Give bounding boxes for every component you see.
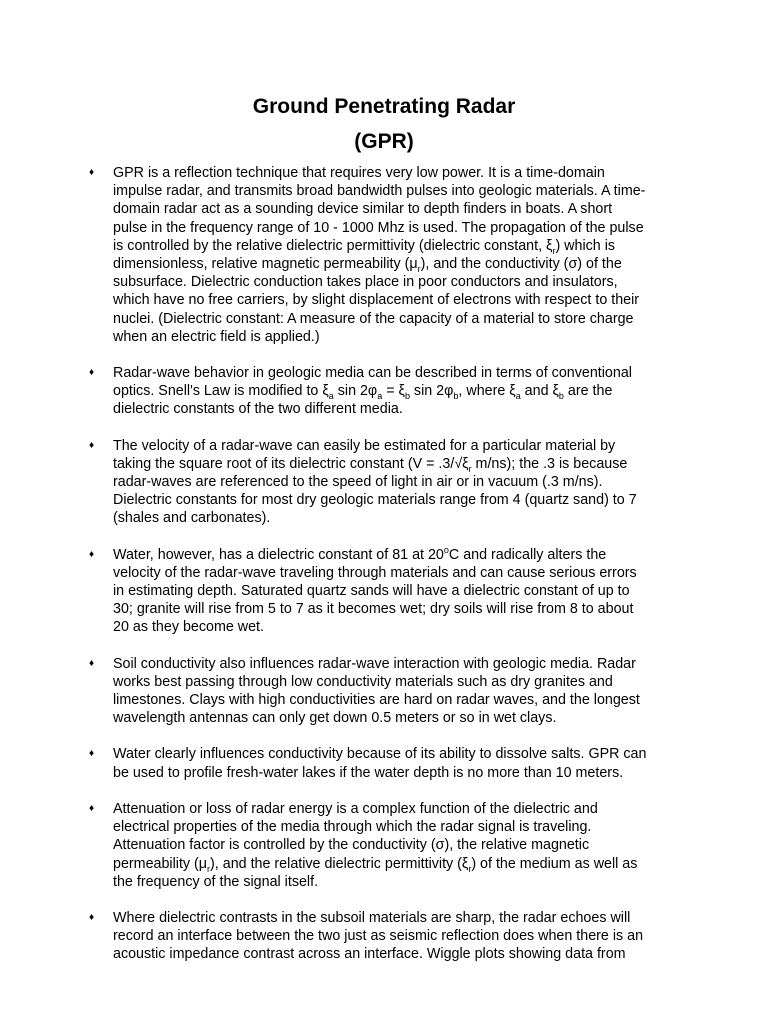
text-line: nuclei. (Dielectric constant: A measure of the capacity of a material to store charge bbox=[113, 310, 634, 327]
bullet-paragraph bbox=[113, 800, 658, 891]
text-line: which have no free carriers, by slight displacement of electrons with respect to their bbox=[113, 292, 640, 309]
bullet-paragraph bbox=[113, 164, 658, 346]
diamond-bullet-icon: ♦ bbox=[89, 802, 95, 814]
text-line: acoustic impedance contrast across an interface. Wiggle plots showing data from bbox=[113, 946, 626, 963]
bullet-item bbox=[0, 745, 768, 781]
diamond-bullet-icon: ♦ bbox=[89, 548, 95, 560]
text-line: taking the square root of its dielectric constant ($V = .3/√\xi_r$ m/ns); the .3 is because bbox=[113, 455, 628, 474]
text-line: the frequency of the signal itself. bbox=[113, 873, 319, 890]
text-line: GPR is a reflection technique that requires very low power. It is a time-domain bbox=[113, 165, 605, 181]
diamond-bullet-icon: ♦ bbox=[89, 748, 95, 760]
text-line: dimensionless, relative magnetic permeability $(\mu_r)$, and the conductivity (σ) of the bbox=[113, 256, 622, 274]
diamond-bullet-icon: ♦ bbox=[89, 167, 95, 178]
bullet-paragraph bbox=[113, 909, 658, 964]
text-line: radar-waves are referenced to the speed of light in air or in vacuum (.3 m/ns). bbox=[113, 474, 603, 491]
bullet-paragraph bbox=[113, 745, 658, 781]
bullet-paragraph bbox=[113, 546, 658, 637]
diamond-bullet-icon: ♦ bbox=[89, 657, 95, 669]
bullet-item bbox=[0, 164, 768, 346]
text-line: The velocity of a radar-wave can easily be estimated for a particular material by bbox=[113, 437, 616, 454]
text-line: be used to profile fresh-water lakes if the water depth is no more than 10 meters. bbox=[113, 764, 624, 781]
text-line: when an electric field is applied.) bbox=[113, 328, 320, 345]
text-line: Water clearly influences conductivity because of its ability to dissolve salts. GPR can bbox=[113, 746, 647, 763]
diamond-bullet-icon: ♦ bbox=[89, 439, 95, 451]
text-line: Radar-wave behavior in geologic media can be described in terms of conventional bbox=[113, 365, 632, 382]
text-line: impulse radar, and transmits broad bandwidth pulses into geologic materials. A time- bbox=[113, 183, 646, 200]
diamond-bullet-icon: ♦ bbox=[89, 911, 95, 923]
text-line: 30; granite will rise from 5 to 7 as it becomes wet; dry soils will rise from 8 to about bbox=[113, 601, 634, 618]
text-line: (shales and carbonates). bbox=[113, 510, 271, 527]
text-line: Water, however, has a dielectric constant of 81 at 20$^o$C and radically alters the bbox=[113, 544, 607, 563]
bullet-list bbox=[0, 164, 768, 982]
text-line: record an interface between the two just as seismic reflection does when there is an bbox=[113, 928, 644, 945]
text-line: optics. Snell's Law is modified to $\xi_a$ $\sin 2\varphi_a = \xi_b$ $\sin 2\varphi_b$, where $\xi_a$ and $\xi_b$ are the bbox=[113, 383, 613, 402]
bullet-paragraph bbox=[113, 437, 658, 528]
text-line: in estimating depth. Saturated quartz sands will have a dielectric constant of up to bbox=[113, 583, 630, 600]
bullet-item bbox=[0, 800, 768, 891]
text-line: works best passing through low conductivity materials such as dry granites and bbox=[113, 673, 613, 690]
text-line: permeability $(\mu_r)$, and the relative dielectric permittivity $(\xi_r)$ of the medium as well as bbox=[113, 855, 638, 874]
text-line: Where dielectric contrasts in the subsoil materials are sharp, the radar echoes will bbox=[113, 909, 631, 926]
text-line: subsurface. Dielectric conduction takes place in poor conductors and insulators, bbox=[113, 274, 618, 291]
text-line: limestones. Clays with high conductivities are hard on radar waves, and the longest bbox=[113, 692, 640, 709]
text-line: pulse in the frequency range of 10 - 1000 Mhz is used. The propagation of the pulse bbox=[113, 219, 644, 236]
diamond-bullet-icon: ♦ bbox=[89, 367, 95, 379]
text-line: Attenuation or loss of radar energy is a complex function of the dielectric and bbox=[113, 800, 598, 817]
text-line: is controlled by the relative dielectric permittivity (dielectric constant, $\xi_r$) which is bbox=[113, 237, 616, 256]
text-line: 20 as they become wet. bbox=[113, 619, 264, 636]
bullet-item bbox=[0, 655, 768, 728]
text-line: wavelength antennas can only get down 0.5 meters or so in wet clays. bbox=[113, 710, 557, 727]
document-title: Ground Penetrating Radar bbox=[252, 95, 516, 118]
bullet-item bbox=[0, 437, 768, 528]
document-subtitle: (GPR) bbox=[354, 130, 414, 153]
text-line: Attenuation factor is controlled by the conductivity (σ), the relative magnetic bbox=[113, 837, 590, 854]
text-line: dielectric constants of the two different media. bbox=[113, 401, 403, 418]
bullet-item bbox=[0, 546, 768, 637]
bullet-item bbox=[0, 364, 768, 419]
text-line: electrical properties of the media through which the radar signal is traveling. bbox=[113, 819, 592, 836]
text-line: domain radar act as a sounding device similar to depth finders in boats. A short bbox=[113, 201, 613, 218]
bullet-item bbox=[0, 909, 768, 964]
text-line: Soil conductivity also influences radar-wave interaction with geologic media. Radar bbox=[113, 655, 636, 672]
text-line: Dielectric constants for most dry geologic materials range from 4 (quartz sand) to 7 bbox=[113, 492, 637, 509]
bullet-paragraph bbox=[113, 364, 658, 419]
bullet-paragraph bbox=[113, 655, 658, 728]
text-line: velocity of the radar-wave traveling through materials and can cause serious errors bbox=[113, 564, 637, 581]
